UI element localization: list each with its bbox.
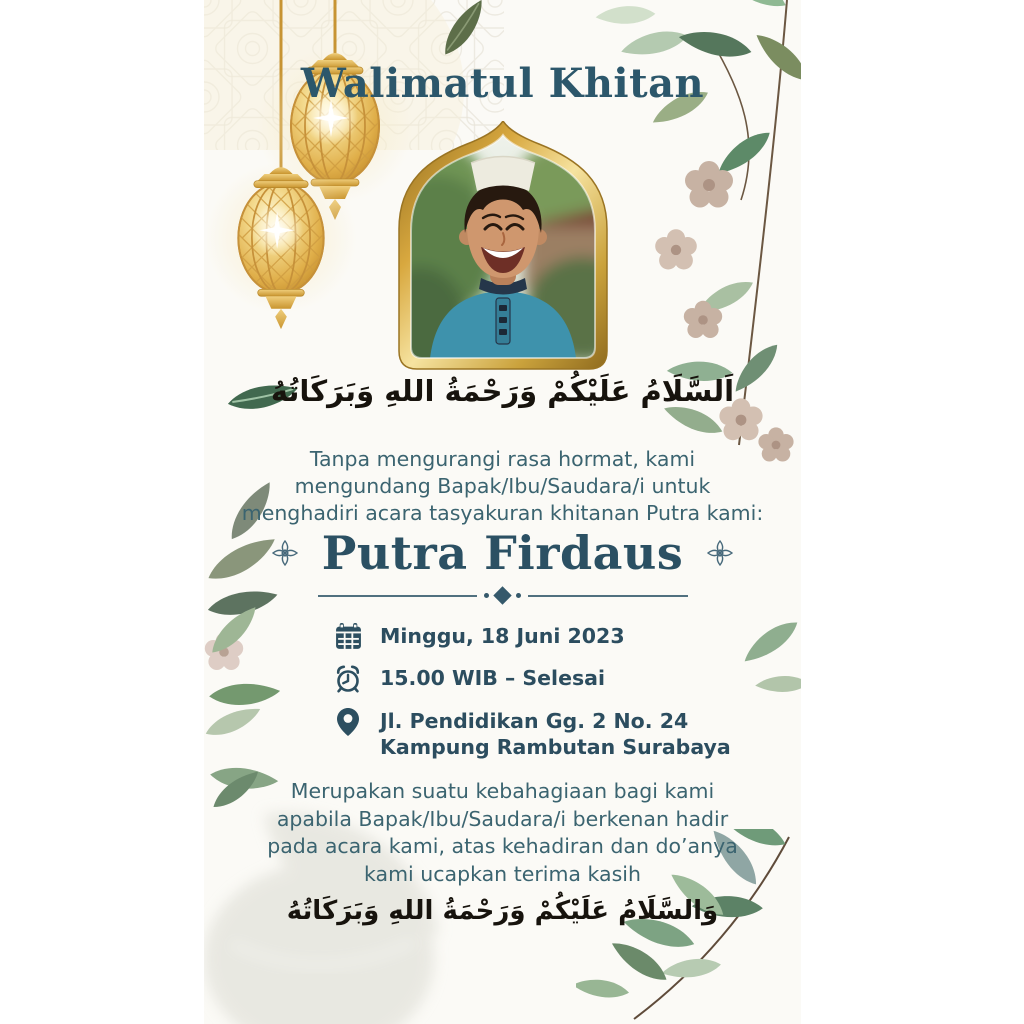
location-row xyxy=(332,706,731,760)
arabic-closing: وَالسَّلَامُ عَلَيْكُمْ وَرَحْمَةُ اللهِ وَبَرَكَاتُهُ xyxy=(286,896,719,926)
intro-paragraph xyxy=(204,446,801,527)
divider-ornament xyxy=(318,589,688,602)
quatrefoil-flower-icon xyxy=(272,540,298,566)
page-title: Walimatul Khitan xyxy=(300,60,705,107)
divider-dot xyxy=(484,593,489,598)
address-line: Kampung Rambutan Surabaya xyxy=(380,735,731,759)
closing-line: pada acara kami, atas kehadiran dan do’anya xyxy=(267,834,738,858)
card-content xyxy=(204,0,801,1024)
date-row xyxy=(332,621,731,651)
intro-line: Tanpa mengurangi rasa hormat, kami xyxy=(309,447,696,471)
photo-frame-arch xyxy=(397,121,609,371)
address-line: Jl. Pendidikan Gg. 2 No. 24 xyxy=(380,709,689,733)
map-pin-icon xyxy=(332,706,364,737)
child-name-row xyxy=(204,526,801,580)
event-date: Minggu, 18 Juni 2023 xyxy=(380,624,625,648)
divider-line xyxy=(318,595,478,597)
divider-diamond xyxy=(493,586,511,604)
closing-line: apabila Bapak/Ibu/Saudara/i berkenan hadir xyxy=(276,806,729,831)
time-row xyxy=(332,663,731,694)
divider-line xyxy=(528,595,688,597)
calendar-icon xyxy=(332,621,364,651)
intro-line: menghadiri acara tasyakuran khitanan Putra kami: xyxy=(241,501,764,525)
divider-dot xyxy=(516,593,521,598)
closing-line: Merupakan suatu kebahagiaan bagi kami xyxy=(290,779,715,803)
arabic-greeting: اَلسَّلَامُ عَلَيْكُمْ وَرَحْمَةُ اللهِ وَبَرَكَاتُهُ xyxy=(270,374,735,408)
event-address xyxy=(380,706,731,760)
intro-line: mengundang Bapak/Ibu/Saudara/i untuk xyxy=(294,474,711,498)
boy-photo-illustration xyxy=(397,121,609,371)
closing-paragraph xyxy=(204,778,801,888)
alarm-clock-icon xyxy=(332,663,364,694)
closing-line: kami ucapkan terima kasih xyxy=(364,861,641,886)
event-details xyxy=(332,621,731,772)
quatrefoil-flower-icon xyxy=(707,540,733,566)
invitation-card xyxy=(204,0,801,1024)
child-name: Putra Firdaus xyxy=(321,526,684,580)
event-time: 15.00 WIB – Selesai xyxy=(380,666,606,690)
